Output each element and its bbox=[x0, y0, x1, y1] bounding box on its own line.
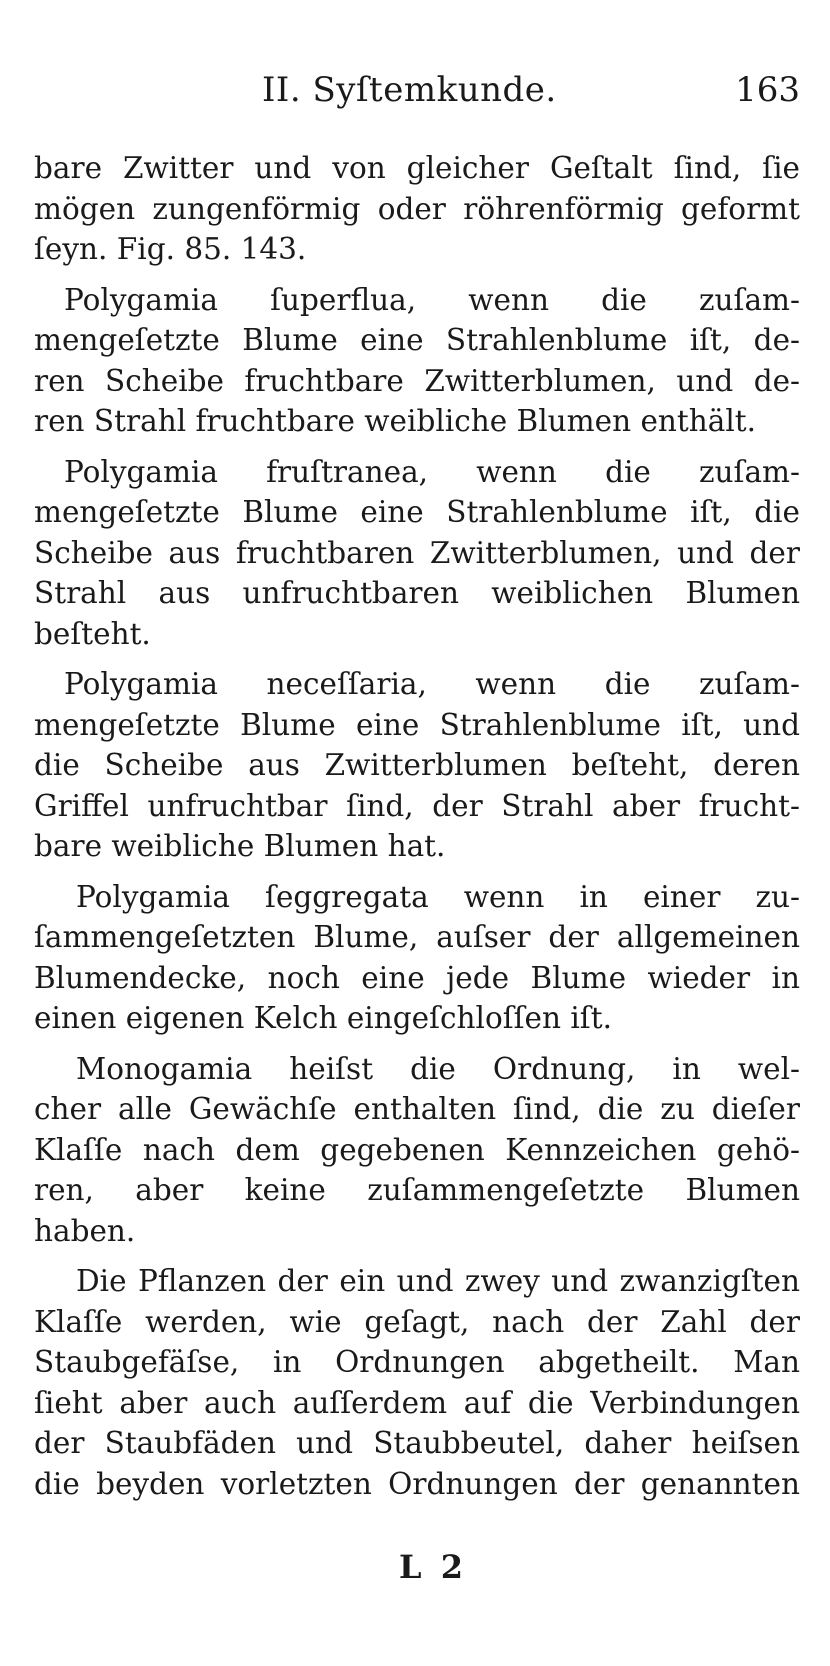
text-line: bare weibliche Blumen hat. bbox=[34, 829, 446, 863]
page-number: 163 bbox=[735, 70, 800, 110]
running-head: II. Syſtemkunde. bbox=[262, 70, 557, 110]
text-line: Polygamia ſeggregata wenn in einer zu- bbox=[76, 879, 800, 914]
text-line: Griffel unfruchtbar ſind, der Strahl aber frucht- bbox=[34, 788, 800, 823]
text-line: Blumendecke, noch eine jede Blume wieder in bbox=[34, 960, 800, 995]
text-line: ſieht aber auch auſſerdem auf die Verbindungen bbox=[34, 1385, 800, 1420]
text-line: Monogamia heiſst die Ordnung, in wel- bbox=[76, 1051, 800, 1086]
body-text bbox=[34, 148, 800, 1514]
text-line: die beyden vorletzten Ordnungen der genannten bbox=[34, 1466, 800, 1501]
text-line: Strahl aus unfruchtbaren weiblichen Blumen bbox=[34, 576, 800, 610]
paragraph-polygamia-superflua bbox=[34, 280, 800, 442]
text-line: Staubgefäſse, in Ordnungen abgetheilt. Man bbox=[34, 1345, 800, 1379]
paragraph-polygamia-seggregata bbox=[34, 877, 800, 1039]
text-line: Klaſſe nach dem gegebenen Kennzeichen gehö- bbox=[34, 1132, 800, 1167]
text-line: ren Scheibe fruchtbare Zwitterblumen, und de- bbox=[34, 363, 800, 398]
paragraph-polygamia-necessaria bbox=[34, 664, 800, 867]
text-line: beſteht. bbox=[34, 616, 151, 651]
text-line: Polygamia neceſſaria, wenn die zuſam- bbox=[64, 667, 800, 701]
text-line: ſammengeſetzten Blume, auſser der allgemeinen bbox=[34, 920, 800, 954]
text-line: Die Pflanzen der ein und zwey und zwanzigſten bbox=[76, 1264, 800, 1298]
text-line: Polygamia ſuperflua, wenn die zuſam- bbox=[64, 282, 800, 317]
text-line: einen eigenen Kelch eingeſchloſſen iſt. bbox=[34, 1001, 612, 1035]
text-line: Klaſſe werden, wie geſagt, nach der Zahl der bbox=[34, 1304, 800, 1339]
text-line: die Scheibe aus Zwitterblumen beſteht, deren bbox=[34, 748, 800, 782]
text-line: mengeſetzte Blume eine Strahlenblume iſt, die bbox=[34, 495, 800, 529]
text-line: bare Zwitter und von gleicher Geſtalt ſind, ſie bbox=[34, 151, 800, 185]
text-line: der Staubfäden und Staubbeutel, daher heiſsen bbox=[34, 1426, 800, 1460]
text-line: Polygamia fruſtranea, wenn die zuſam- bbox=[64, 454, 800, 489]
text-line: mengeſetzte Blume eine Strahlenblume iſt, de- bbox=[34, 323, 800, 357]
page-header bbox=[0, 70, 830, 120]
page-footer bbox=[0, 1548, 830, 1586]
text-line: ſeyn. Fig. 85. 143. bbox=[34, 232, 307, 266]
text-line: cher alle Gewächſe enthalten ſind, die zu dieſer bbox=[34, 1092, 800, 1126]
text-line: ren Strahl fruchtbare weibliche Blumen enthält. bbox=[34, 404, 757, 438]
text-line: mengeſetzte Blume eine Strahlenblume iſt, und bbox=[34, 707, 800, 742]
text-line: haben. bbox=[34, 1213, 136, 1248]
paragraph-1 bbox=[34, 148, 800, 270]
paragraph-klassen bbox=[34, 1261, 800, 1504]
text-line: Scheibe aus fruchtbaren Zwitterblumen, und der bbox=[34, 535, 800, 570]
text-line: ren, aber keine zuſammengeſetzte Blumen bbox=[34, 1173, 800, 1207]
signature-mark: L 2 bbox=[399, 1548, 467, 1586]
paragraph-monogamia bbox=[34, 1049, 800, 1252]
paragraph-polygamia-frustranea bbox=[34, 452, 800, 655]
text-line: mögen zungenförmig oder röhrenförmig geformt bbox=[34, 191, 800, 226]
